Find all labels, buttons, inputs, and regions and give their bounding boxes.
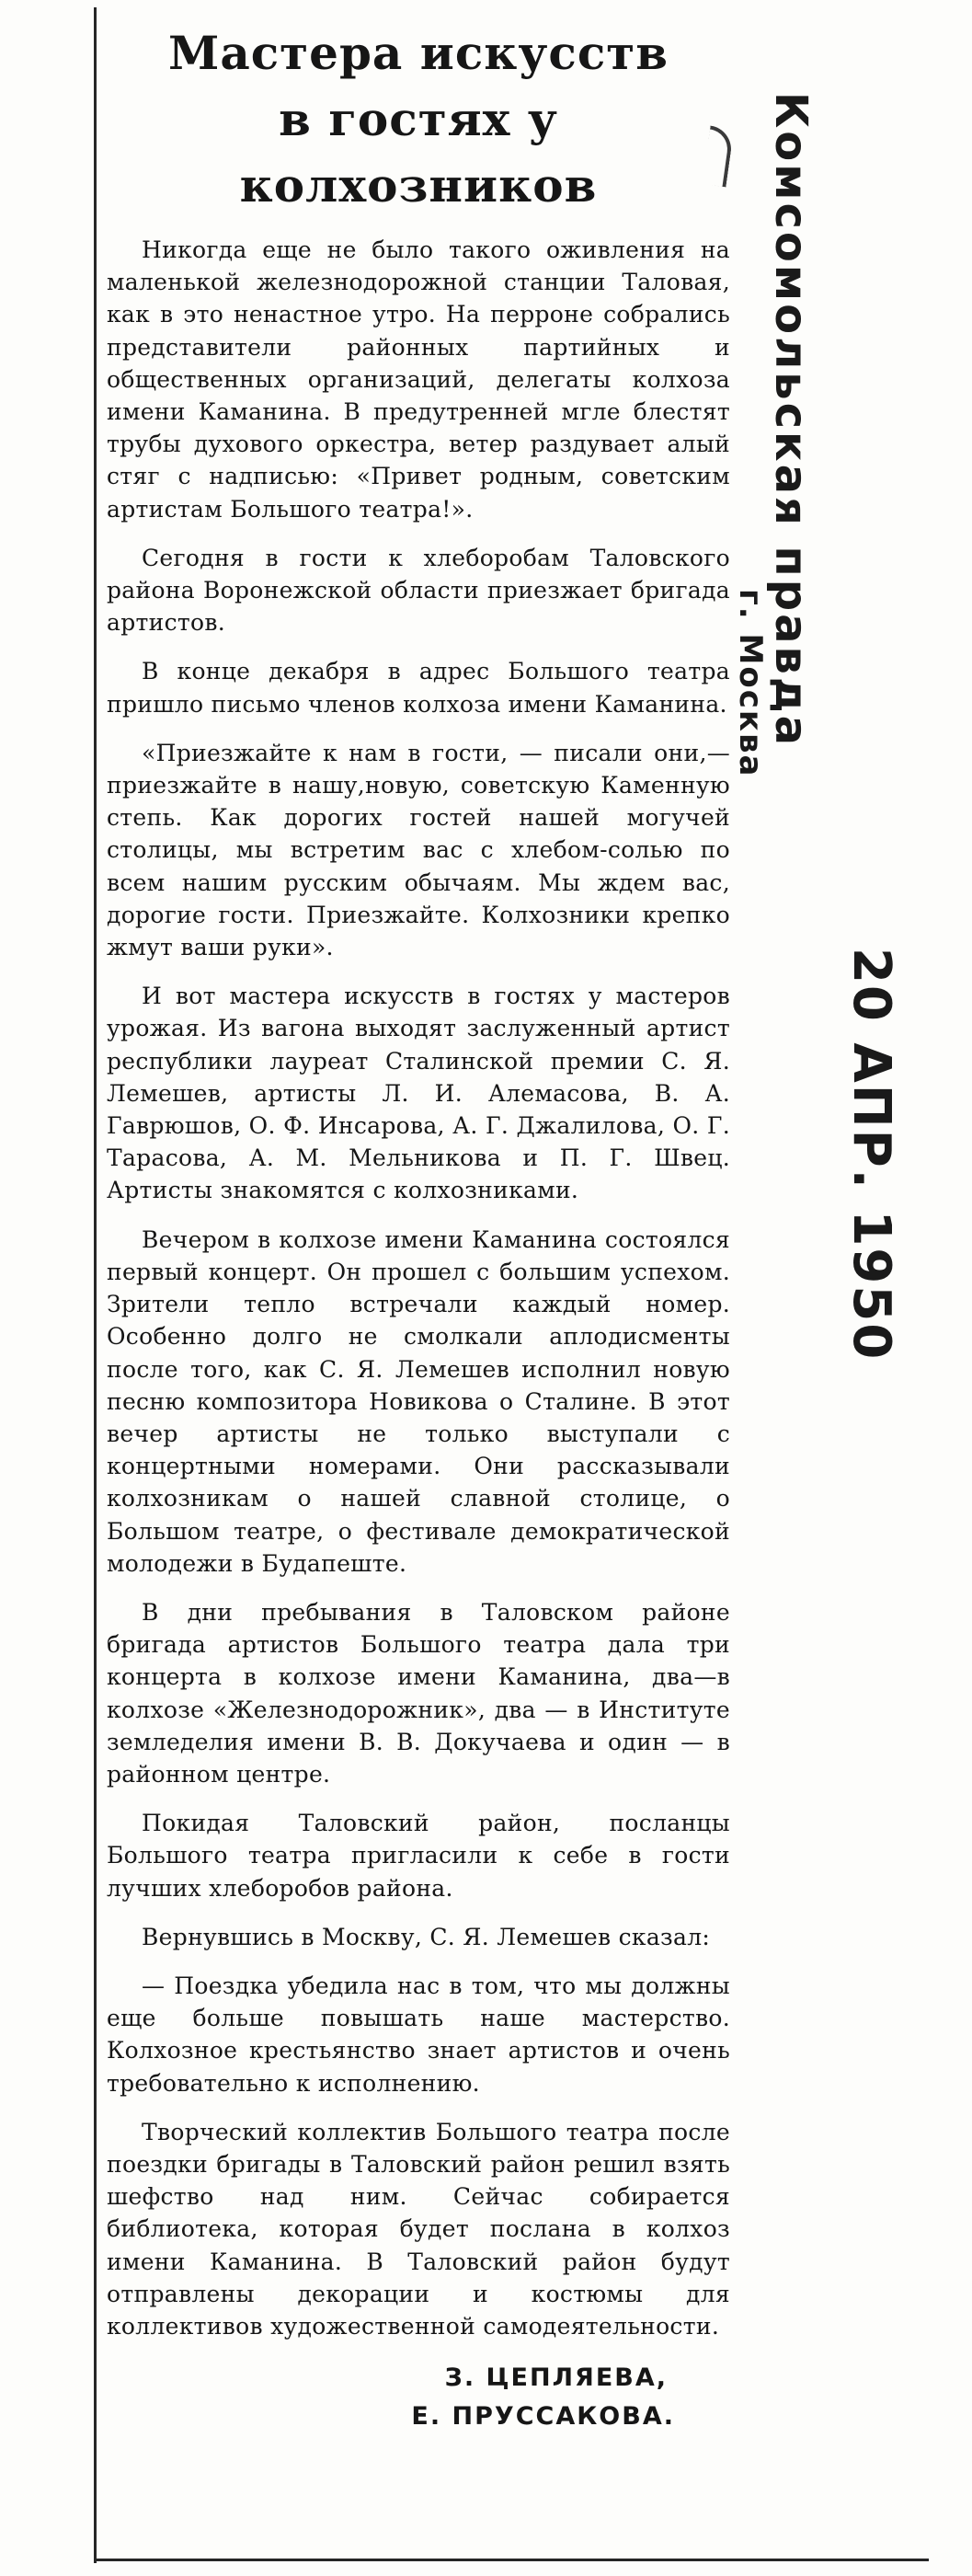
article-title-line-1: Мастера искусств bbox=[167, 26, 669, 80]
clipping-border-bottom bbox=[94, 2559, 929, 2561]
author-2: Е. ПРУССАКОВА. bbox=[411, 2402, 675, 2432]
city-stamp: г. Москва bbox=[732, 589, 769, 778]
date-stamp: 20 АПР. 1950 bbox=[841, 948, 901, 1362]
paragraph: Творческий коллектив Большого театра после поездки бригады в Таловский район решил взять шефство над ним. Сейчас собирается библиотека, которая будет послана в колхоз имени Каманина. В Таловский район будут отправлены декорации и костюмы для коллективов художественной самодеятельности. bbox=[107, 2118, 730, 2340]
article-title bbox=[107, 20, 730, 219]
paragraph: И вот мастера искусств в гостях у мастеров урожая. Из вагона выходят заслуженный артист республики лауреат Сталинской премии С. Я. Лемешев, артисты Л. И. Алемасова, В. А. Гаврюшов, О. Ф. Инсарова, А. Г. Джалилова, О. Г. Тарасова, А. М. Мельникова и П. Г. Швец. Артисты знакомятся с колхозниками. bbox=[107, 983, 730, 1204]
article bbox=[107, 20, 730, 2436]
paragraph: Никогда еще не было такого оживления на маленькой железнодорожной станции Таловая, как в это ненастное утро. На перроне собрались представители районных партийных и общественных организаций, делегаты колхоза имени Каманина. В предутренней мгле блестят трубы духового оркестра, ветер раздувает алый стяг с надписью: «Привет родным, советским артистам Большого театра!». bbox=[107, 236, 730, 523]
paragraph: — Поездка убедила нас в том, что мы должны еще больше повышать наше мастерство. Колхозное крестьянство знает артистов и очень требовательно к исполнению. bbox=[107, 1972, 730, 2097]
paragraph: В конце декабря в адрес Большого театра пришло письмо членов колхоза имени Каманина. bbox=[107, 658, 730, 718]
author-signature bbox=[107, 2359, 730, 2436]
article-title-line-2: в гостях у колхозников bbox=[239, 92, 598, 213]
paragraph: Покидая Таловский район, посланцы Большого театра пригласили к себе в гости лучших хлеборобов района. bbox=[107, 1810, 730, 1902]
paragraph: «Приезжайте к нам в гости, — писали они,—приезжайте в нашу,новую, советскую Каменную степь. Как дорогих гостей нашей могучей столицы, мы встретим вас с хлебом-солью по всем нашим русским обычаям. Мы ждем вас, дорогие гости. Приезжайте. Колхозники крепко жмут ваши руки». bbox=[107, 739, 730, 961]
article-body bbox=[107, 234, 730, 2342]
paragraph: Сегодня в гости к хлеборобам Таловского района Воронежской области приезжает бригада артистов. bbox=[107, 544, 730, 637]
paragraph: Вечером в колхозе имени Каманина состоялся первый концерт. Он прошел с большим успехом. Зрители тепло встречали каждый номер. Особенно долго не смолкали аплодисменты после того, как С. Я. Лемешев исполнил новую песню композитора Новикова о Сталине. В этот вечер артисты не только выступали с концертными номерами. Они рассказывали колхозникам о нашей славной столице, о Большом театре, о фестивале демократической молодежи в Будапеште. bbox=[107, 1225, 730, 1577]
author-1: З. ЦЕПЛЯЕВА, bbox=[444, 2363, 668, 2393]
clipping-border-left bbox=[94, 7, 97, 2563]
paragraph: В дни пребывания в Таловском районе бригада артистов Большого театра дала три концерта в колхозе имени Каманина, два—в колхозе «Железнодорожник», два — в Институте земледелия имени В. В. Докучаева и один — в районном центре. bbox=[107, 1598, 730, 1788]
newspaper-name-stamp: Комсомольская правда bbox=[765, 92, 817, 748]
paragraph: Вернувшись в Москву, С. Я. Лемешев сказал: bbox=[142, 1923, 711, 1950]
